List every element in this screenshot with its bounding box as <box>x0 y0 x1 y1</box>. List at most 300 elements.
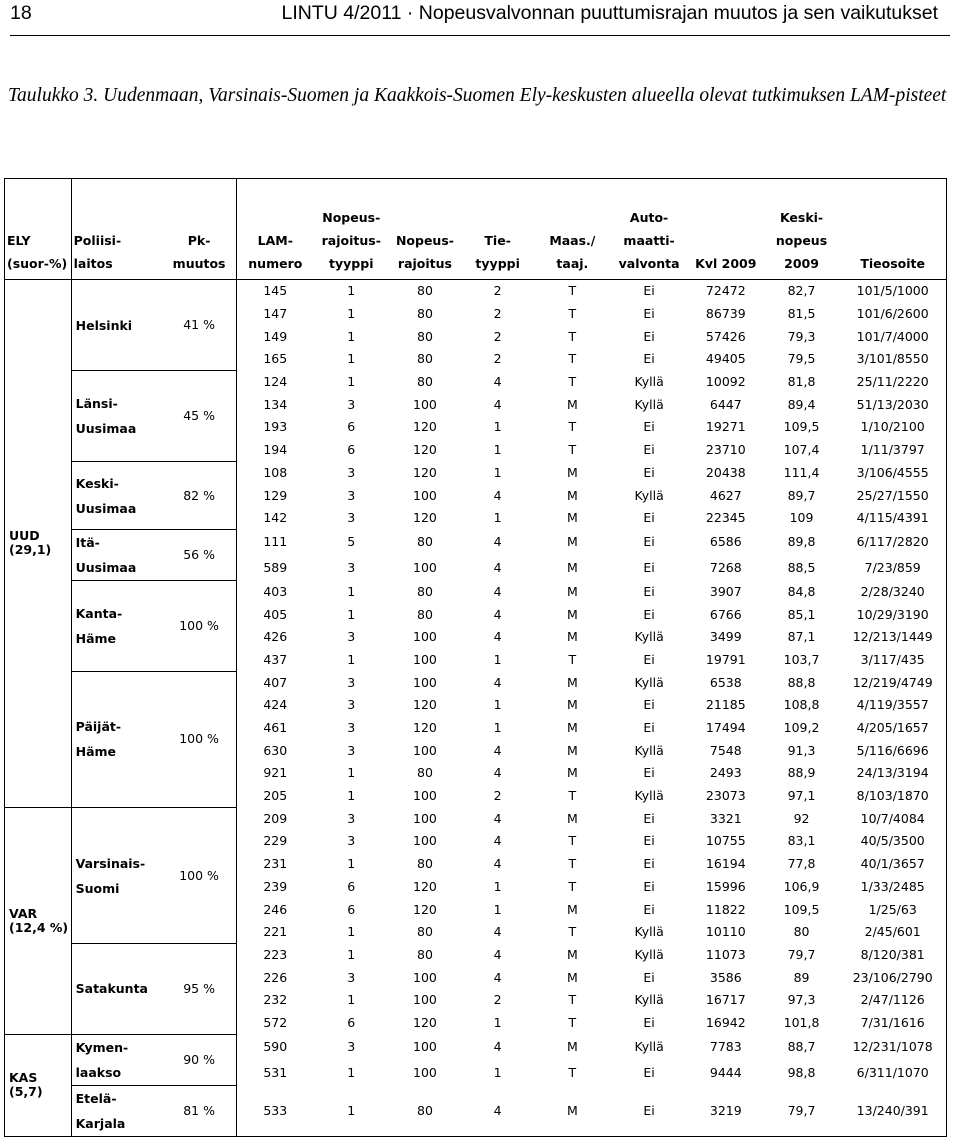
cell-road-address: 3/101/8550 <box>856 351 929 367</box>
cell-road-type: 4 <box>493 1039 502 1055</box>
cell-limit-type: 1 <box>347 328 356 344</box>
cell-rural-urban: T <box>568 306 577 322</box>
cell-rural-urban: T <box>568 992 577 1008</box>
cell-limit-type: 1 <box>347 946 356 962</box>
cell-aadt: 86739 <box>705 306 746 322</box>
cell-auto-enforcement: Ei <box>643 651 655 667</box>
line: numero <box>248 256 303 271</box>
cell-limit: 80 <box>417 946 433 962</box>
speed-change-cell: 90 % <box>162 1034 237 1085</box>
cell-rural-urban: M <box>566 901 578 917</box>
cell-limit-type: 1 <box>347 374 356 390</box>
cell-lam-number: 531 <box>263 1064 288 1080</box>
cell-lam-number: 149 <box>263 328 288 344</box>
cell-road-type: 4 <box>493 534 502 550</box>
cell-lam-number: 437 <box>263 651 288 667</box>
cell-road-address: 3/117/435 <box>860 651 925 667</box>
line: Maas./ <box>549 233 596 248</box>
table-row <box>5 1085 947 1136</box>
cell-road-address: 101/5/1000 <box>856 283 929 299</box>
cell-auto-enforcement: Ei <box>643 720 655 736</box>
cell-limit-type: 1 <box>347 583 356 599</box>
cell-aadt: 15996 <box>705 878 746 894</box>
cell-road-address: 40/5/3500 <box>860 833 925 849</box>
table-row <box>5 581 947 604</box>
cell-auto-enforcement: Ei <box>643 442 655 458</box>
cell-road-type: 1 <box>493 651 502 667</box>
cell-mean-speed: 81,5 <box>787 306 816 322</box>
cell-rural-urban: M <box>566 674 578 690</box>
cell-rural-urban: T <box>568 788 577 804</box>
police-department-cell <box>71 944 162 1035</box>
cell-mean-speed: 79,7 <box>787 946 816 962</box>
cell-lam-number: 229 <box>263 833 288 849</box>
cell-lam-number: 165 <box>263 351 288 367</box>
cell-limit: 80 <box>417 924 433 940</box>
cell-auto-enforcement: Kyllä <box>634 924 664 940</box>
line: rajoitus- <box>321 233 381 248</box>
cell-aadt: 2493 <box>709 765 742 781</box>
col-header-aadt <box>688 179 764 280</box>
speed-change-cell: 81 % <box>162 1085 237 1136</box>
cell-lam-number: 111 <box>263 534 288 550</box>
cell-auto-enforcement: Kyllä <box>634 992 664 1008</box>
cell-aadt: 72472 <box>705 283 746 299</box>
cell-rural-urban: M <box>566 765 578 781</box>
cell-lam-number: 145 <box>263 283 288 299</box>
cell-mean-speed: 109,5 <box>783 419 820 435</box>
table-row <box>5 371 947 394</box>
cell-lam-number: 572 <box>263 1014 288 1030</box>
cell-auto-enforcement: Ei <box>643 351 655 367</box>
cell-aadt: 3907 <box>709 583 742 599</box>
cell-aadt: 3219 <box>709 1102 742 1118</box>
police-department-cell <box>71 671 162 807</box>
line: Länsi- <box>75 396 118 412</box>
cell-road-address: 1/11/3797 <box>860 442 925 458</box>
cell-limit-type: 1 <box>347 992 356 1008</box>
cell-auto-enforcement: Ei <box>643 810 655 826</box>
cell-limit: 80 <box>417 374 433 390</box>
cell-rural-urban: T <box>568 878 577 894</box>
cell-aadt: 20438 <box>705 464 746 480</box>
cell-auto-enforcement: Kyllä <box>634 374 664 390</box>
lam-points-table <box>4 178 947 1137</box>
table-row <box>5 807 947 830</box>
table-row <box>5 530 947 556</box>
cell-auto-enforcement: Kyllä <box>634 742 664 758</box>
table-row <box>5 944 947 967</box>
cell-lam-number: 403 <box>263 583 288 599</box>
cell-auto-enforcement: Kyllä <box>634 396 664 412</box>
cell-limit: 80 <box>417 856 433 872</box>
cell-lam-number: 533 <box>263 1102 288 1118</box>
cell-auto-enforcement: Kyllä <box>634 946 664 962</box>
col-header-road-address <box>839 179 946 280</box>
cell-limit: 100 <box>413 833 437 849</box>
cell-mean-speed: 79,5 <box>787 351 816 367</box>
cell-rural-urban: T <box>568 1014 577 1030</box>
cell-aadt: 6586 <box>709 534 742 550</box>
cell-lam-number: 142 <box>263 510 288 526</box>
cell-mean-speed: 83,1 <box>787 833 816 849</box>
cell-lam-number: 246 <box>263 901 288 917</box>
cell-lam-number: 205 <box>263 788 288 804</box>
cell-rural-urban: M <box>566 1102 578 1118</box>
cell-mean-speed: 109 <box>789 510 814 526</box>
cell-lam-number: 424 <box>263 697 288 713</box>
line: ELY <box>7 233 31 248</box>
cell-road-address: 8/103/1870 <box>856 788 929 804</box>
cell-limit-type: 3 <box>347 697 356 713</box>
cell-limit-type: 3 <box>347 833 356 849</box>
speed-change-cell: 45 % <box>162 371 237 462</box>
cell-road-address: 2/28/3240 <box>860 583 925 599</box>
publication-title: LINTU 4/2011 · Nopeusvalvonnan puuttumisrajan muutos ja sen vaikutukset <box>281 2 938 24</box>
cell-limit: 100 <box>413 629 437 645</box>
cell-road-type: 4 <box>493 1102 502 1118</box>
cell-mean-speed: 106,9 <box>783 878 820 894</box>
cell-limit: 80 <box>417 328 433 344</box>
cell-rural-urban: M <box>566 720 578 736</box>
cell-aadt: 22345 <box>705 510 746 526</box>
page-number: 18 <box>10 2 32 24</box>
cell-mean-speed: 103,7 <box>783 651 820 667</box>
cell-auto-enforcement: Kyllä <box>634 674 664 690</box>
line: Tie- <box>484 233 511 248</box>
cell-limit-type: 1 <box>347 351 356 367</box>
cell-limit-type: 6 <box>347 1014 356 1030</box>
running-header <box>10 2 950 28</box>
cell-aadt: 3586 <box>709 969 742 985</box>
cell-road-address: 10/29/3190 <box>856 606 929 622</box>
cell-limit-type: 3 <box>347 629 356 645</box>
cell-aadt: 23073 <box>705 788 746 804</box>
speed-change-cell: 95 % <box>162 944 237 1035</box>
cell-limit-type: 6 <box>347 419 356 435</box>
cell-limit: 80 <box>417 765 433 781</box>
cell-aadt: 3499 <box>709 629 742 645</box>
line: valvonta <box>618 256 680 271</box>
cell-mean-speed: 82,7 <box>787 283 816 299</box>
cell-lam-number: 194 <box>263 442 288 458</box>
line: Uusimaa <box>75 421 137 437</box>
cell-mean-speed: 91,3 <box>787 742 816 758</box>
cell-rural-urban: T <box>568 419 577 435</box>
cell-lam-number: 426 <box>263 629 288 645</box>
cell-auto-enforcement: Ei <box>643 283 655 299</box>
cell-auto-enforcement: Ei <box>643 510 655 526</box>
col-header-mean-speed <box>764 179 840 280</box>
line: Häme <box>75 630 117 646</box>
cell-limit: 80 <box>417 306 433 322</box>
cell-auto-enforcement: Ei <box>643 1102 655 1118</box>
cell-aadt: 10755 <box>705 833 746 849</box>
cell-rural-urban: M <box>566 510 578 526</box>
police-department-cell <box>71 807 162 943</box>
cell-mean-speed: 84,8 <box>787 583 816 599</box>
cell-lam-number: 124 <box>263 374 288 390</box>
line: taaj. <box>556 256 589 271</box>
cell-limit: 100 <box>413 487 437 503</box>
cell-limit: 120 <box>413 720 437 736</box>
line: Nopeus- <box>395 233 454 248</box>
cell-rural-urban: T <box>568 374 577 390</box>
cell-mean-speed: 87,1 <box>787 629 816 645</box>
line: Helsinki <box>75 317 133 333</box>
speed-change-cell: 56 % <box>162 530 237 581</box>
cell-auto-enforcement: Ei <box>643 306 655 322</box>
cell-aadt: 7783 <box>709 1039 742 1055</box>
cell-limit: 80 <box>417 606 433 622</box>
cell-mean-speed: 97,1 <box>787 788 816 804</box>
cell-lam-number: 590 <box>263 1039 288 1055</box>
col-header-road-type <box>461 179 535 280</box>
cell-road-address: 4/119/3557 <box>856 697 929 713</box>
cell-road-type: 1 <box>493 510 502 526</box>
cell-rural-urban: T <box>568 833 577 849</box>
cell-limit: 80 <box>417 583 433 599</box>
cell-limit-type: 3 <box>347 810 356 826</box>
cell-mean-speed: 85,1 <box>787 606 816 622</box>
cell-road-address: 7/23/859 <box>864 559 921 575</box>
cell-limit-type: 1 <box>347 1102 356 1118</box>
cell-road-type: 2 <box>493 351 502 367</box>
cell-auto-enforcement: Ei <box>643 606 655 622</box>
cell-limit: 100 <box>413 992 437 1008</box>
line: laitos <box>73 256 113 271</box>
col-header-speed-change <box>162 179 237 280</box>
cell-auto-enforcement: Ei <box>643 464 655 480</box>
police-department-cell <box>71 581 162 672</box>
police-department-cell <box>71 1034 162 1085</box>
cell-road-type: 4 <box>493 742 502 758</box>
cell-road-address: 12/213/1449 <box>852 629 933 645</box>
line: Varsinais- <box>75 855 146 871</box>
line: Suomi <box>75 880 120 896</box>
line: rajoitus <box>397 256 452 271</box>
cell-limit: 100 <box>413 810 437 826</box>
cell-road-type: 4 <box>493 833 502 849</box>
col-header-rural-urban <box>535 179 611 280</box>
cell-aadt: 16717 <box>705 992 746 1008</box>
cell-limit: 120 <box>413 697 437 713</box>
cell-rural-urban: M <box>566 487 578 503</box>
cell-lam-number: 193 <box>263 419 288 435</box>
cell-road-address: 12/219/4749 <box>852 674 933 690</box>
header-rule <box>10 35 950 36</box>
cell-road-type: 4 <box>493 674 502 690</box>
line: UUD <box>9 528 40 544</box>
line: Kanta- <box>75 605 123 621</box>
cell-road-address: 25/27/1550 <box>856 487 929 503</box>
line: Keski- <box>779 210 824 225</box>
cell-road-address: 6/311/1070 <box>856 1064 929 1080</box>
cell-lam-number: 209 <box>263 810 288 826</box>
cell-road-address: 3/106/4555 <box>856 464 929 480</box>
cell-rural-urban: T <box>568 1064 577 1080</box>
speed-change-cell: 100 % <box>162 671 237 807</box>
cell-limit: 100 <box>413 969 437 985</box>
cell-mean-speed: 77,8 <box>787 856 816 872</box>
line: Päijät- <box>75 719 122 735</box>
cell-aadt: 6766 <box>709 606 742 622</box>
cell-lam-number: 108 <box>263 464 288 480</box>
cell-limit: 100 <box>413 1039 437 1055</box>
line: nopeus <box>775 233 828 248</box>
cell-limit: 80 <box>417 351 433 367</box>
cell-lam-number: 239 <box>263 878 288 894</box>
cell-aadt: 57426 <box>705 328 746 344</box>
table-row <box>5 462 947 485</box>
cell-road-type: 1 <box>493 1014 502 1030</box>
cell-lam-number: 405 <box>263 606 288 622</box>
cell-rural-urban: M <box>566 969 578 985</box>
cell-aadt: 3321 <box>709 810 742 826</box>
cell-aadt: 49405 <box>705 351 746 367</box>
speed-change-cell: 41 % <box>162 280 237 371</box>
cell-auto-enforcement: Ei <box>643 534 655 550</box>
cell-limit: 80 <box>417 1102 433 1118</box>
cell-limit-type: 1 <box>347 765 356 781</box>
cell-aadt: 6538 <box>709 674 742 690</box>
cell-limit-type: 3 <box>347 742 356 758</box>
ely-cell <box>5 1034 72 1136</box>
line: VAR <box>9 905 38 921</box>
cell-lam-number: 223 <box>263 946 288 962</box>
cell-rural-urban: T <box>568 351 577 367</box>
cell-auto-enforcement: Kyllä <box>634 1039 664 1055</box>
cell-limit: 120 <box>413 442 437 458</box>
cell-road-type: 4 <box>493 629 502 645</box>
cell-road-type: 4 <box>493 606 502 622</box>
cell-limit: 100 <box>413 742 437 758</box>
cell-aadt: 17494 <box>705 720 746 736</box>
cell-road-address: 24/13/3194 <box>856 765 929 781</box>
police-department-cell <box>71 462 162 530</box>
cell-rural-urban: M <box>566 464 578 480</box>
cell-limit: 120 <box>413 878 437 894</box>
cell-aadt: 10110 <box>705 924 746 940</box>
cell-lam-number: 232 <box>263 992 288 1008</box>
cell-rural-urban: M <box>566 1039 578 1055</box>
line: Karjala <box>75 1115 126 1131</box>
cell-auto-enforcement: Ei <box>643 901 655 917</box>
col-header-ely <box>5 179 72 280</box>
cell-mean-speed: 109,2 <box>783 720 820 736</box>
line: Satakunta <box>75 981 148 997</box>
col-header-auto-enforcement <box>610 179 688 280</box>
cell-road-type: 4 <box>493 969 502 985</box>
line: Nopeus- <box>322 210 381 225</box>
cell-limit-type: 6 <box>347 442 356 458</box>
cell-limit: 100 <box>413 788 437 804</box>
cell-aadt: 21185 <box>705 697 746 713</box>
cell-lam-number: 226 <box>263 969 288 985</box>
cell-limit: 100 <box>413 559 437 575</box>
cell-rural-urban: T <box>568 328 577 344</box>
cell-road-type: 4 <box>493 374 502 390</box>
cell-rural-urban: M <box>566 946 578 962</box>
line: (suor-%) <box>7 256 68 271</box>
cell-rural-urban: T <box>568 442 577 458</box>
cell-road-type: 1 <box>493 697 502 713</box>
table-row <box>5 671 947 694</box>
cell-lam-number: 231 <box>263 856 288 872</box>
cell-rural-urban: M <box>566 606 578 622</box>
cell-road-address: 8/120/381 <box>860 946 925 962</box>
line: (12,4 %) <box>9 919 69 935</box>
cell-mean-speed: 97,3 <box>787 992 816 1008</box>
cell-road-type: 4 <box>493 810 502 826</box>
cell-road-type: 2 <box>493 992 502 1008</box>
cell-road-address: 4/115/4391 <box>856 510 929 526</box>
cell-limit-type: 6 <box>347 878 356 894</box>
col-header-police <box>71 179 162 280</box>
cell-lam-number: 461 <box>263 720 288 736</box>
cell-lam-number: 129 <box>263 487 288 503</box>
cell-auto-enforcement: Ei <box>643 559 655 575</box>
cell-limit: 80 <box>417 534 433 550</box>
cell-auto-enforcement: Kyllä <box>634 487 664 503</box>
cell-road-address: 5/116/6696 <box>856 742 929 758</box>
cell-aadt: 9444 <box>709 1064 742 1080</box>
line: Kymen- <box>75 1039 129 1055</box>
cell-limit-type: 1 <box>347 606 356 622</box>
cell-limit-type: 3 <box>347 1039 356 1055</box>
cell-mean-speed: 88,8 <box>787 674 816 690</box>
cell-road-address: 2/47/1126 <box>860 992 925 1008</box>
cell-limit-type: 5 <box>347 534 356 550</box>
cell-road-type: 4 <box>493 856 502 872</box>
cell-road-type: 1 <box>493 442 502 458</box>
cell-road-type: 2 <box>493 328 502 344</box>
cell-limit: 120 <box>413 464 437 480</box>
ely-cell <box>5 807 72 1034</box>
cell-road-type: 1 <box>493 720 502 736</box>
cell-aadt: 23710 <box>705 442 746 458</box>
cell-road-address: 13/240/391 <box>856 1102 929 1118</box>
speed-change-cell: 100 % <box>162 807 237 943</box>
cell-road-type: 2 <box>493 283 502 299</box>
table-header-row <box>5 179 947 280</box>
cell-mean-speed: 88,7 <box>787 1039 816 1055</box>
cell-mean-speed: 101,8 <box>783 1014 820 1030</box>
cell-aadt: 7548 <box>709 742 742 758</box>
cell-mean-speed: 109,5 <box>783 901 820 917</box>
col-header-limit <box>389 179 461 280</box>
cell-limit-type: 1 <box>347 1064 356 1080</box>
cell-road-address: 1/10/2100 <box>860 419 925 435</box>
table-row <box>5 1034 947 1060</box>
line: Pk- <box>187 233 211 248</box>
cell-auto-enforcement: Ei <box>643 328 655 344</box>
cell-road-address: 2/45/601 <box>864 924 921 940</box>
cell-auto-enforcement: Ei <box>643 1014 655 1030</box>
cell-mean-speed: 89 <box>793 969 810 985</box>
cell-aadt: 19271 <box>705 419 746 435</box>
cell-limit-type: 1 <box>347 651 356 667</box>
cell-aadt: 19791 <box>705 651 746 667</box>
line: Tieosoite <box>860 256 926 271</box>
police-department-cell <box>71 1085 162 1136</box>
line: tyyppi <box>475 256 520 271</box>
cell-aadt: 4627 <box>709 487 742 503</box>
cell-road-type: 2 <box>493 306 502 322</box>
cell-aadt: 6447 <box>709 396 742 412</box>
cell-auto-enforcement: Ei <box>643 856 655 872</box>
cell-limit: 100 <box>413 396 437 412</box>
